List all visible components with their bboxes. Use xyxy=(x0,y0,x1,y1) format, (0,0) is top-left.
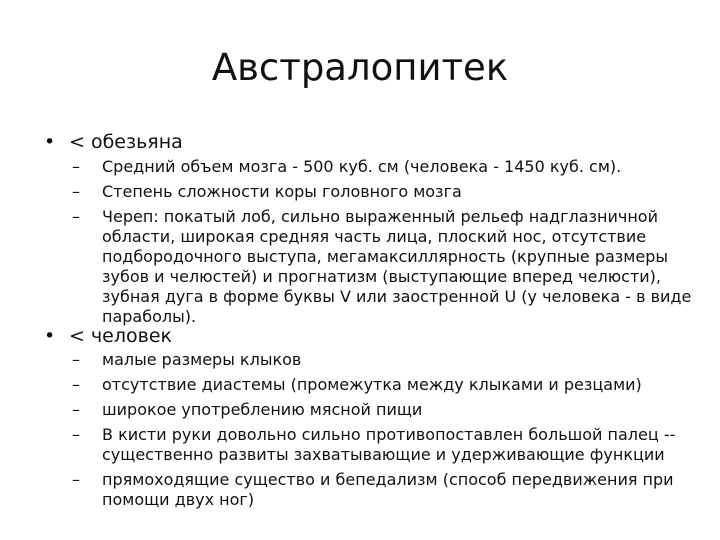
dash-icon: – xyxy=(72,400,80,419)
ape-traits-list xyxy=(72,157,702,332)
list-item xyxy=(72,425,702,465)
list-item xyxy=(72,182,702,202)
slide-title: Австралопитек xyxy=(211,46,509,89)
bullet-heading: < человек xyxy=(69,325,173,347)
list-item-text: Средний объем мозга - 500 куб. см (человека - 1450 куб. см). xyxy=(102,157,622,176)
dash-icon: – xyxy=(72,157,80,176)
bullet-dot-icon: • xyxy=(44,131,56,153)
list-item xyxy=(72,375,702,395)
list-item-text: малые размеры клыков xyxy=(102,350,302,369)
bullet-dot-icon: • xyxy=(44,325,56,347)
dash-icon: – xyxy=(72,375,80,394)
list-item xyxy=(72,470,702,510)
dash-icon: – xyxy=(72,350,80,369)
list-item-text: Череп: покатый лоб, сильно выраженный рельеф надглазничной области, широкая средняя часть лица, плоский нос, отсутствие подбородочного выступа, мегамаксиллярность (крупные размеры зубов и челюстей) и прогнатизм (выступающие вперед челюсти), зубная дуга в форме буквы V или заостренной U (у человека - в виде параболы). xyxy=(102,207,692,326)
list-item xyxy=(72,350,702,370)
list-item-text: прямоходящие существо и бепедализм (способ передвижения при помощи двух ног) xyxy=(102,470,674,509)
dash-icon: – xyxy=(72,470,80,489)
list-item xyxy=(72,400,702,420)
list-item-text: широкое употреблению мясной пищи xyxy=(102,400,423,419)
list-item xyxy=(72,157,702,177)
list-item-text: В кисти руки довольно сильно противопоставлен большой палец -- существенно развиты захватывающие и удерживающие функции xyxy=(102,425,676,464)
list-item-text: Степень сложности коры головного мозга xyxy=(102,182,462,201)
list-item xyxy=(72,207,702,327)
list-item-text: отсутствие диастемы (промежутка между клыками и резцами) xyxy=(102,375,642,394)
dash-icon: – xyxy=(72,207,80,226)
dash-icon: – xyxy=(72,425,80,444)
dash-icon: – xyxy=(72,182,80,201)
human-traits-list xyxy=(72,350,702,515)
bullet-heading: < обезьяна xyxy=(69,131,183,153)
